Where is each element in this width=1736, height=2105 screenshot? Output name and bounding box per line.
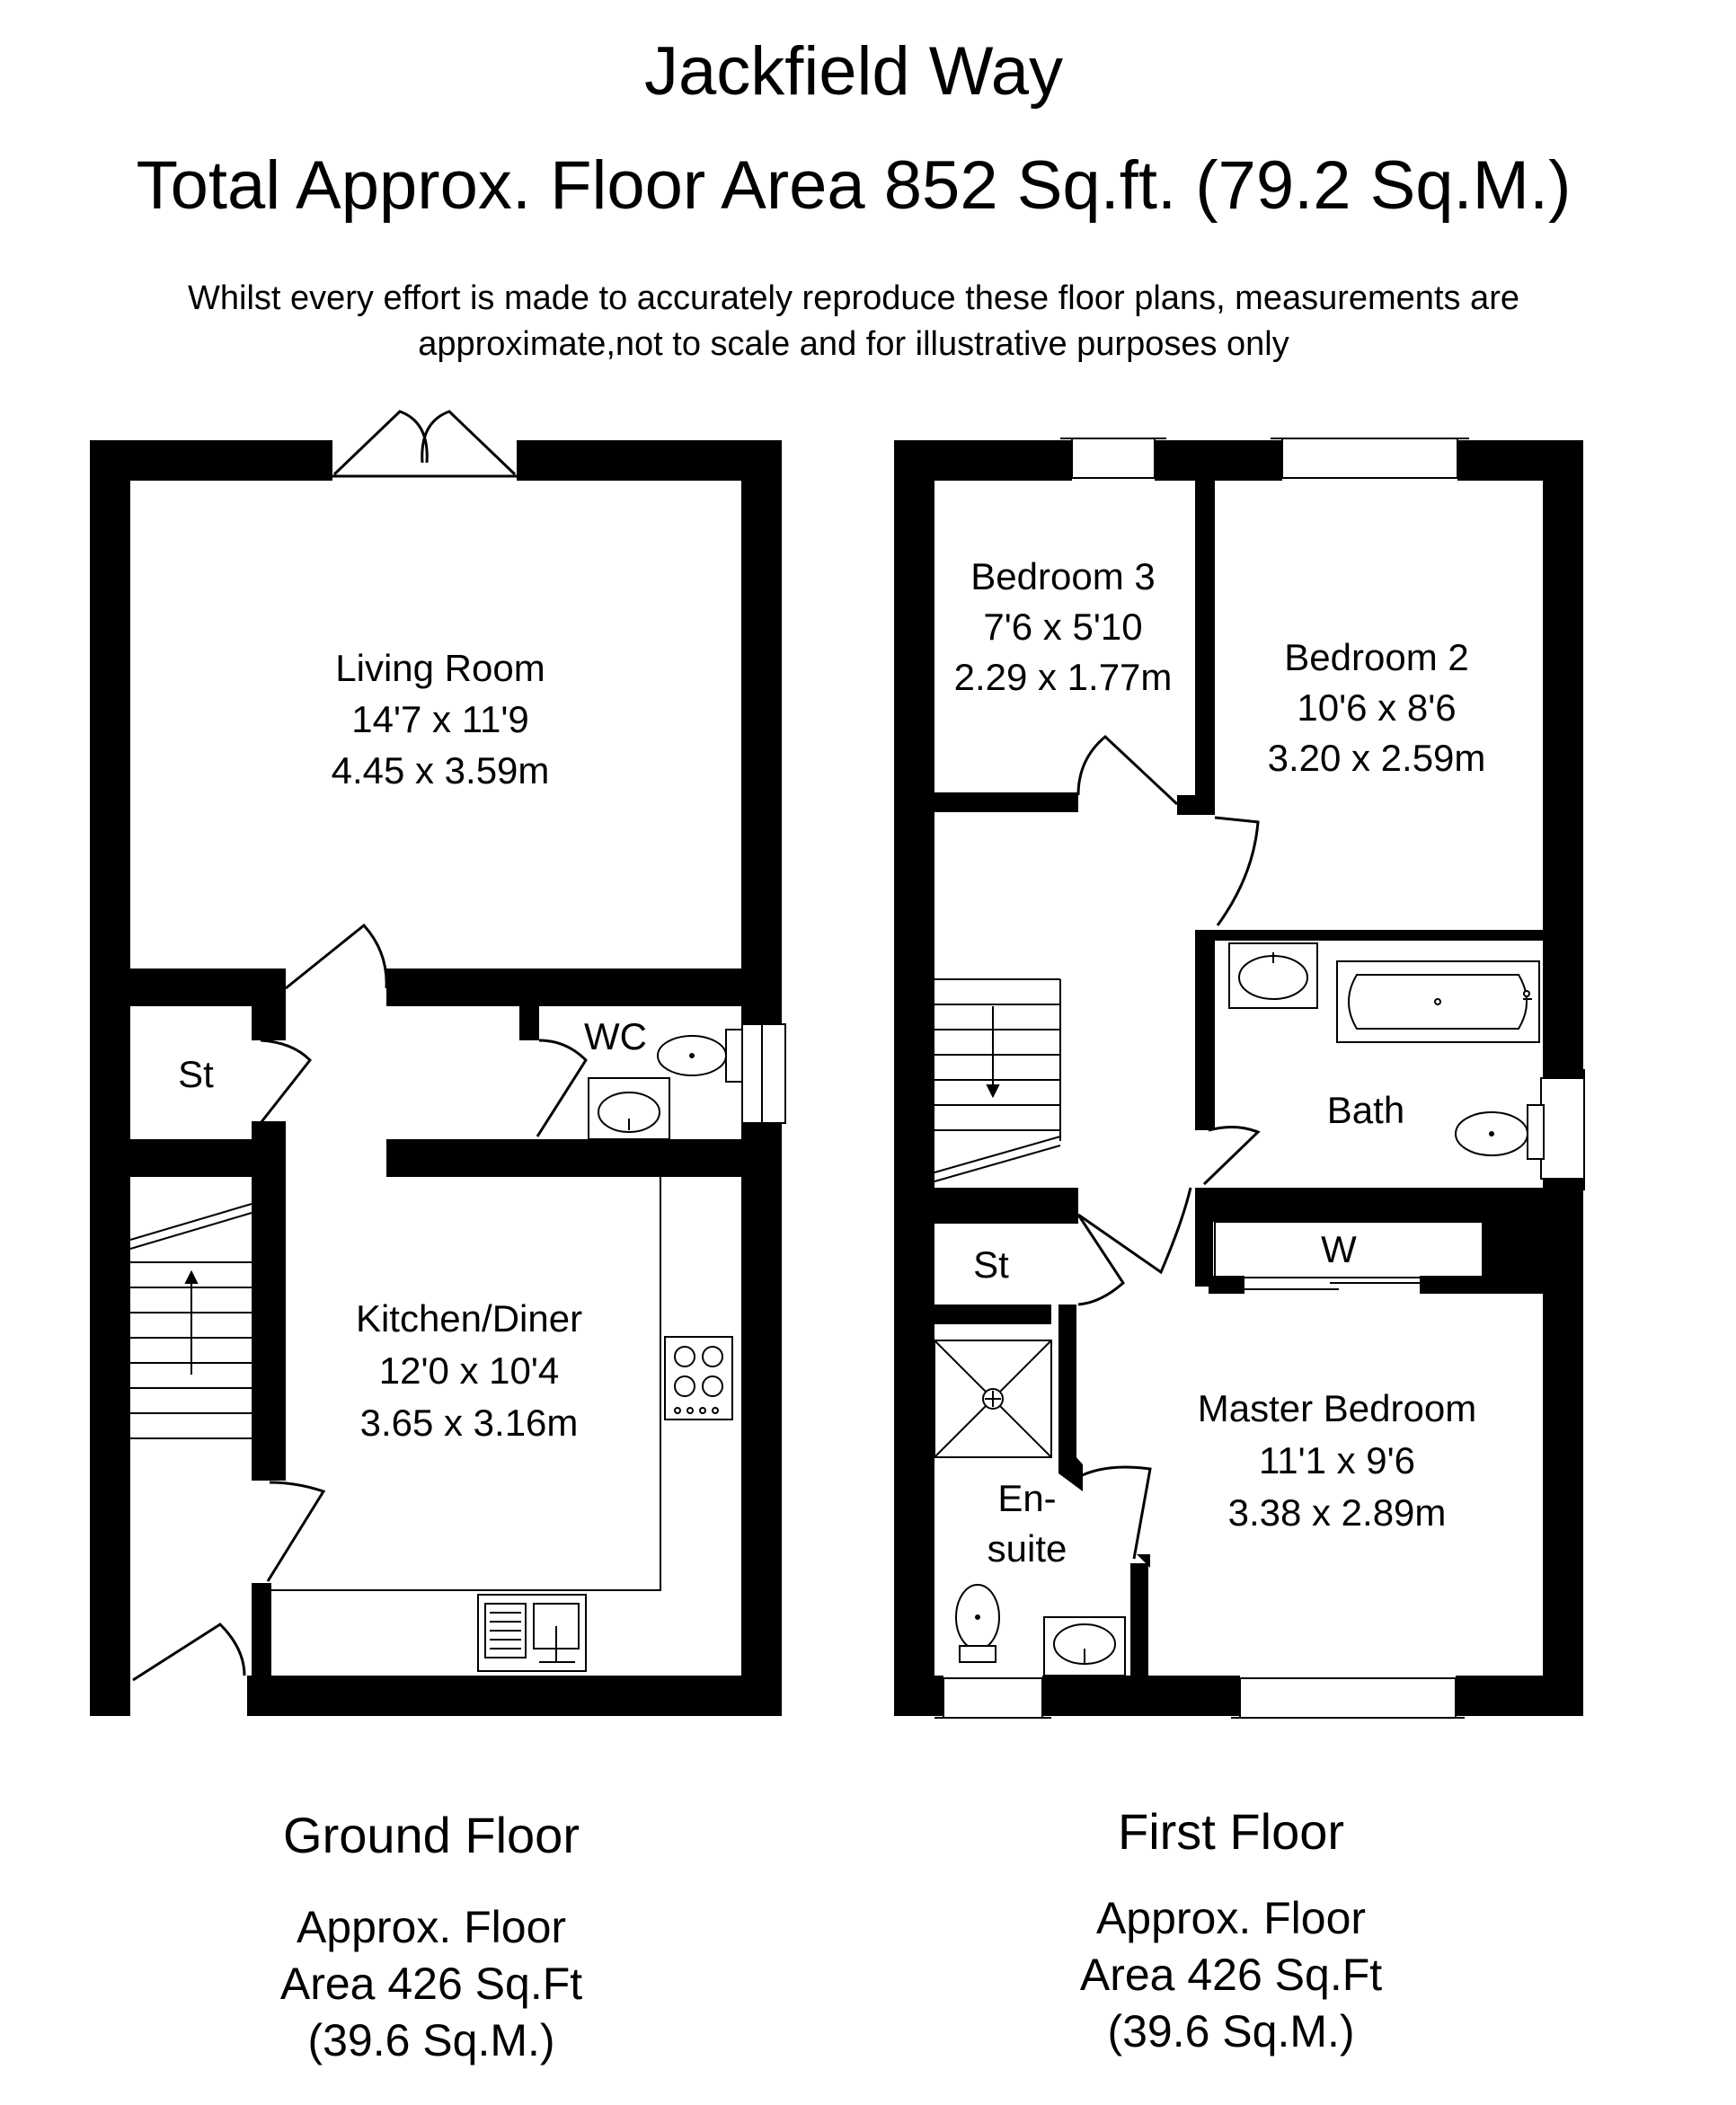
ground-floor-stairs: [130, 1204, 252, 1438]
first-floor-area-3: (39.6 Sq.M.): [1107, 2006, 1355, 2056]
kitchen-door: [268, 1482, 323, 1581]
plan-title: Jackfield Way: [644, 33, 1063, 110]
front-door: [133, 1624, 244, 1680]
bedroom3-door: [1078, 737, 1177, 804]
first-floor-area-2: Area 426 Sq.Ft: [1079, 1950, 1383, 2000]
first-floor-caption: [1080, 1803, 1382, 2056]
bath-label: Bath: [1326, 1089, 1405, 1131]
living-room-name: Living Room: [335, 647, 545, 689]
ground-floor-area-3: (39.6 Sq.M.): [307, 2015, 555, 2065]
ensuite-toilet-icon: [956, 1585, 999, 1662]
bedroom3-name: Bedroom 3: [970, 555, 1156, 597]
store-door-upper: [1078, 1215, 1123, 1305]
first-store-label: St: [973, 1243, 1009, 1286]
ensuite-line-2: suite: [987, 1527, 1067, 1570]
first-floor-doors: [1076, 737, 1258, 1559]
kitchen-label: [356, 1297, 582, 1444]
bedroom2-imperial: 10'6 x 8'6: [1297, 686, 1457, 729]
store-door: [261, 1040, 310, 1123]
bedroom3-metric: 2.29 x 1.77m: [953, 656, 1173, 698]
wc-basin-icon: [589, 1078, 669, 1139]
hob-icon: [665, 1337, 732, 1420]
kitchen-name: Kitchen/Diner: [355, 1297, 583, 1340]
wc-toilet-icon: [658, 1030, 742, 1082]
shower-tray-icon: [934, 1340, 1051, 1457]
patio-door: [332, 411, 517, 476]
landing-door: [1078, 1188, 1191, 1272]
kitchen-metric: 3.65 x 3.16m: [359, 1402, 579, 1444]
kitchen-sink-icon: [478, 1595, 586, 1671]
bedroom2-door: [1215, 818, 1258, 925]
bathroom-door: [1204, 1127, 1258, 1184]
master-bedroom-metric: 3.38 x 2.89m: [1227, 1491, 1447, 1534]
wardrobe-label: W: [1321, 1228, 1357, 1270]
living-room-label: [332, 647, 550, 792]
ground-store-label: St: [178, 1053, 214, 1095]
wc-door: [537, 1040, 586, 1137]
first-floor-plan: [894, 438, 1584, 1718]
ensuite-door: [1076, 1467, 1150, 1559]
bathroom-basin-icon: [1229, 943, 1317, 1008]
bedroom3-imperial: 7'6 x 5'10: [983, 606, 1143, 648]
disclaimer-line-2: approximate,not to scale and for illustrative purposes only: [418, 325, 1289, 363]
disclaimer-line-1: Whilst every effort is made to accurately reproduce these floor plans, measurements are: [188, 279, 1519, 317]
master-bedroom-name: Master Bedroom: [1197, 1387, 1477, 1429]
ensuite-line-1: En-: [997, 1477, 1057, 1519]
master-bedroom-label: [1198, 1387, 1476, 1534]
wc-window: [742, 1024, 785, 1123]
first-floor-stairs: [934, 979, 1060, 1181]
ground-floor-title: Ground Floor: [283, 1807, 580, 1863]
bathtub-icon: [1337, 961, 1539, 1042]
bedroom3-label: [954, 555, 1173, 698]
living-room-metric: 4.45 x 3.59m: [331, 749, 550, 792]
ground-floor-area-1: Approx. Floor: [296, 1902, 567, 1952]
bedroom2-name: Bedroom 2: [1284, 636, 1469, 678]
living-room-door: [286, 925, 386, 988]
ground-floor-caption: [280, 1807, 582, 2065]
kitchen-imperial: 12'0 x 10'4: [378, 1349, 560, 1392]
bedroom2-metric: 3.20 x 2.59m: [1267, 737, 1486, 779]
bedroom2-label: [1268, 636, 1486, 779]
total-area: Total Approx. Floor Area 852 Sq.ft. (79.2 Sq.M.): [136, 147, 1572, 224]
wc-label: WC: [584, 1015, 647, 1057]
living-room-imperial: 14'7 x 11'9: [351, 698, 529, 740]
ensuite-basin-icon: [1044, 1617, 1125, 1676]
first-floor-area-1: Approx. Floor: [1095, 1893, 1367, 1943]
bathroom-toilet-icon: [1456, 1105, 1544, 1159]
ground-floor-area-2: Area 426 Sq.Ft: [279, 1959, 583, 2009]
ensuite-label: [988, 1477, 1067, 1570]
master-bedroom-imperial: 11'1 x 9'6: [1258, 1439, 1416, 1481]
ground-floor-plan: [90, 411, 785, 1716]
first-floor-title: First Floor: [1118, 1803, 1344, 1860]
